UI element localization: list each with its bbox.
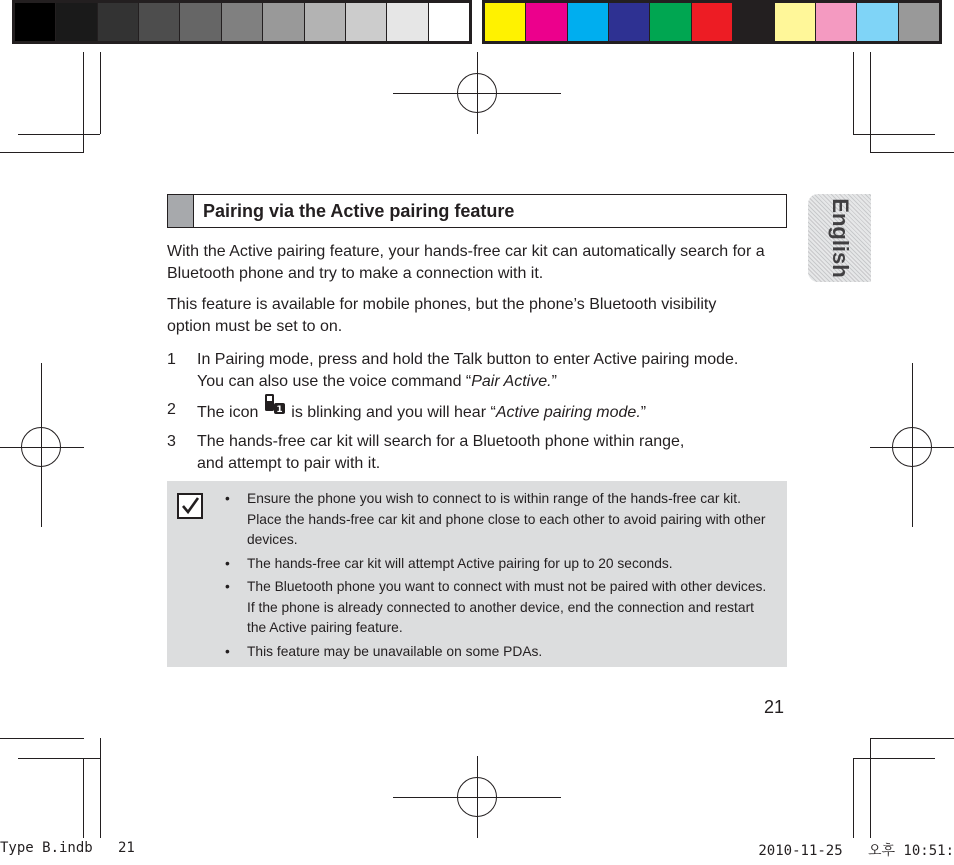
step-line — [197, 371, 777, 393]
note-item — [225, 577, 770, 639]
step-text-part: You can also use the voice command “ — [197, 373, 472, 390]
note-text: Ensure the phone you wish to connect to is within range of the hands-free car kit. Place the hands-free car kit and phone close to each other to avoid pairing with other devices. — [247, 491, 766, 547]
crop-mark — [0, 152, 84, 153]
voice-command: Pair Active. — [471, 373, 552, 390]
bullet: • — [225, 579, 230, 594]
note-item — [225, 489, 770, 551]
step-number: 2 — [167, 401, 176, 418]
step-number: 3 — [167, 433, 176, 450]
language-tab — [808, 194, 871, 282]
crop-mark — [853, 134, 935, 135]
color-swatch — [650, 3, 690, 41]
registration-mark — [457, 777, 497, 817]
color-swatch — [526, 3, 566, 41]
availability-paragraph: This feature is available for mobile phones, but the phone’s Bluetooth visibility option must be set to on. — [167, 296, 717, 335]
step-text-part: The icon — [197, 404, 263, 421]
svg-text:1: 1 — [276, 405, 283, 415]
step-line: and attempt to pair with it. — [197, 455, 381, 472]
color-swatch — [816, 3, 856, 41]
intro-paragraph: With the Active pairing feature, your hands-free car kit can automatically search for a Bluetooth phone and try to make a connection with it. — [167, 243, 765, 282]
crop-mark — [83, 758, 84, 838]
color-swatch — [568, 3, 608, 41]
crop-mark — [853, 52, 854, 134]
bullet: • — [225, 491, 230, 506]
slug-right: 2010-11-25 오후 10:51: — [758, 843, 954, 859]
bullet: • — [225, 643, 230, 659]
registration-mark — [21, 427, 61, 467]
color-swatch — [222, 3, 262, 41]
registration-mark — [892, 427, 932, 467]
note-item — [225, 642, 770, 663]
crop-mark — [18, 134, 100, 135]
crop-mark — [853, 758, 854, 838]
color-swatch — [346, 3, 386, 41]
color-swatch — [387, 3, 427, 41]
crop-mark — [0, 738, 84, 739]
voice-prompt: Active pairing mode. — [495, 404, 641, 421]
step-text-part: ” — [551, 373, 557, 390]
crop-mark — [870, 52, 871, 152]
phone-pairing-icon — [263, 399, 287, 419]
color-swatch — [609, 3, 649, 41]
crop-mark — [100, 52, 101, 134]
note-text: The hands-free car kit will attempt Active pairing for up to 20 seconds. — [247, 555, 673, 571]
color-swatch — [305, 3, 345, 41]
note-text: The Bluetooth phone you want to connect with must not be paired with other devices. If the phone is already connected to another device, end the connection and restart the Active pairing feature. — [247, 579, 767, 635]
color-swatch — [857, 3, 897, 41]
step-line: The hands-free car kit will search for a Bluetooth phone within range, — [197, 433, 685, 450]
color-swatch — [733, 3, 773, 41]
crop-mark — [18, 758, 100, 759]
step-text — [197, 349, 777, 393]
color-swatch — [98, 3, 138, 41]
grayscale-bar — [12, 0, 472, 44]
step-text-part: ” — [640, 404, 647, 421]
color-swatch — [139, 3, 179, 41]
crop-mark — [870, 152, 954, 153]
checkmark-icon — [177, 493, 203, 519]
note-text: This feature may be unavailable on some PDAs. — [247, 643, 543, 659]
color-swatch — [263, 3, 303, 41]
color-swatch — [180, 3, 220, 41]
language-label: English — [827, 198, 853, 278]
section-heading — [167, 194, 787, 228]
step-text — [197, 431, 777, 475]
color-swatch — [485, 3, 525, 41]
step-text — [197, 399, 777, 424]
page-number: 21 — [764, 697, 785, 717]
step-line: In Pairing mode, press and hold the Talk button to enter Active pairing mode. — [197, 351, 739, 368]
crop-mark — [853, 758, 935, 759]
bullet: • — [225, 555, 230, 571]
registration-mark — [457, 73, 497, 113]
note-list — [225, 489, 770, 665]
color-swatch — [15, 3, 55, 41]
crop-mark — [100, 738, 101, 838]
slug-left: Type B.indb 21 — [0, 840, 135, 856]
color-swatch — [56, 3, 96, 41]
note-box — [167, 481, 787, 667]
process-color-bar — [482, 0, 942, 44]
note-item — [225, 554, 770, 575]
crop-mark — [870, 738, 954, 739]
step-number: 1 — [167, 351, 176, 368]
color-swatch — [775, 3, 815, 41]
crop-mark — [870, 738, 871, 838]
heading-text: Pairing via the Active pairing feature — [203, 200, 515, 221]
color-swatch — [692, 3, 732, 41]
color-swatch — [429, 3, 469, 41]
heading-marker — [168, 195, 194, 227]
crop-mark — [83, 52, 84, 152]
color-swatch — [899, 3, 939, 41]
step-text-part: is blinking and you will hear “ — [286, 404, 496, 421]
